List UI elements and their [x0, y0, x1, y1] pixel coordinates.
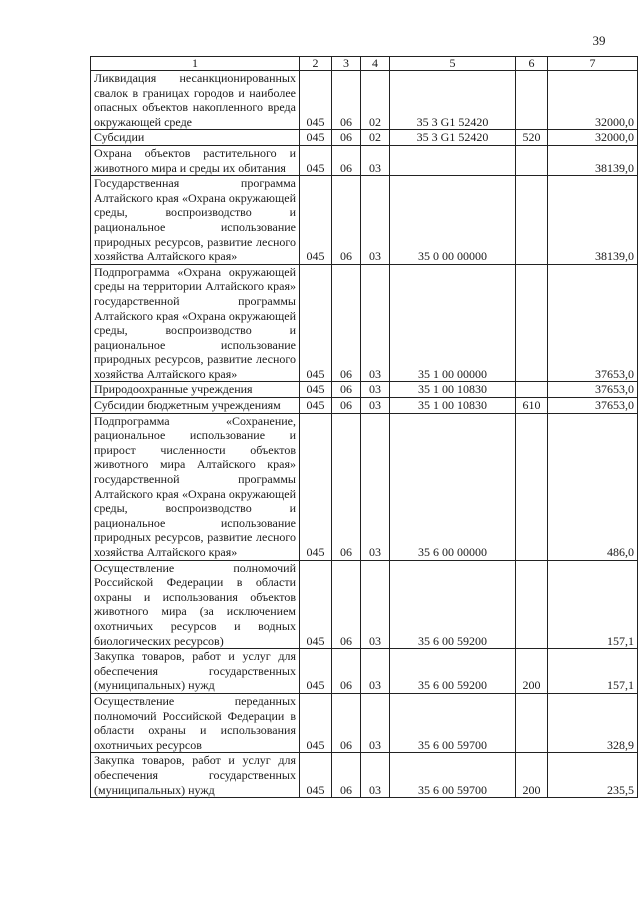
table-row	[91, 560, 638, 649]
target-article-cell: 35 1 00 10830	[390, 398, 516, 414]
row-name-cell: Ликвидация несанкционированных свалок в границах городов и наиболее опасных объектов накопленного вреда окружающей среде	[91, 71, 300, 130]
expense-type-cell	[516, 693, 548, 752]
target-article-cell: 35 6 00 59700	[390, 753, 516, 798]
expense-type-cell	[516, 413, 548, 560]
table-row	[91, 130, 638, 146]
section-cell: 06	[332, 560, 361, 649]
subsection-cell: 03	[361, 264, 390, 382]
page-number: 39	[592, 33, 606, 48]
expense-type-cell: 610	[516, 398, 548, 414]
column-header: 1	[91, 57, 300, 71]
section-cell: 06	[332, 398, 361, 414]
target-article-cell: 35 3 G1 52420	[390, 130, 516, 146]
row-name-cell: Природоохранные учреждения	[91, 382, 300, 398]
subsection-cell: 03	[361, 753, 390, 798]
table-row	[91, 398, 638, 414]
section-cell: 06	[332, 71, 361, 130]
admin-code-cell: 045	[300, 145, 332, 175]
admin-code-cell: 045	[300, 264, 332, 382]
expense-type-cell	[516, 176, 548, 265]
subsection-cell: 03	[361, 145, 390, 175]
section-cell: 06	[332, 145, 361, 175]
target-article-cell: 35 6 00 59700	[390, 693, 516, 752]
column-header: 4	[361, 57, 390, 71]
table-row	[91, 264, 638, 382]
amount-cell: 235,5	[548, 753, 638, 798]
column-header: 7	[548, 57, 638, 71]
table-row	[91, 145, 638, 175]
table-row	[91, 176, 638, 265]
subsection-cell: 02	[361, 130, 390, 146]
admin-code-cell: 045	[300, 693, 332, 752]
amount-cell: 486,0	[548, 413, 638, 560]
target-article-cell: 35 1 00 10830	[390, 382, 516, 398]
row-name-cell: Осуществление переданных полномочий Российской Федерации в области охраны и использования охотничьих ресурсов	[91, 693, 300, 752]
column-header: 5	[390, 57, 516, 71]
admin-code-cell: 045	[300, 382, 332, 398]
admin-code-cell: 045	[300, 753, 332, 798]
target-article-cell: 35 6 00 00000	[390, 413, 516, 560]
admin-code-cell: 045	[300, 130, 332, 146]
section-cell: 06	[332, 413, 361, 560]
amount-cell: 157,1	[548, 649, 638, 694]
subsection-cell: 03	[361, 560, 390, 649]
amount-cell: 37653,0	[548, 264, 638, 382]
amount-cell: 32000,0	[548, 130, 638, 146]
target-article-cell: 35 0 00 00000	[390, 176, 516, 265]
section-cell: 06	[332, 753, 361, 798]
subsection-cell: 03	[361, 649, 390, 694]
table-row	[91, 71, 638, 130]
amount-cell: 157,1	[548, 560, 638, 649]
subsection-cell: 02	[361, 71, 390, 130]
row-name-cell: Субсидии бюджетным учреждениям	[91, 398, 300, 414]
budget-table	[90, 56, 638, 798]
admin-code-cell: 045	[300, 649, 332, 694]
section-cell: 06	[332, 649, 361, 694]
amount-cell: 328,9	[548, 693, 638, 752]
subsection-cell: 03	[361, 398, 390, 414]
table-row	[91, 753, 638, 798]
amount-cell: 37653,0	[548, 398, 638, 414]
expense-type-cell	[516, 382, 548, 398]
subsection-cell: 03	[361, 176, 390, 265]
expense-type-cell	[516, 71, 548, 130]
subsection-cell: 03	[361, 693, 390, 752]
table-row	[91, 649, 638, 694]
admin-code-cell: 045	[300, 398, 332, 414]
target-article-cell: 35 6 00 59200	[390, 560, 516, 649]
row-name-cell: Осуществление полномочий Российской Федерации в области охраны и использования объектов животного мира (за исключением охотничьих ресурсов и водных биологических ресурсов)	[91, 560, 300, 649]
admin-code-cell: 045	[300, 71, 332, 130]
column-header: 3	[332, 57, 361, 71]
row-name-cell: Закупка товаров, работ и услуг для обеспечения государственных (муниципальных) нужд	[91, 753, 300, 798]
table-header-row	[91, 57, 638, 71]
section-cell: 06	[332, 176, 361, 265]
expense-type-cell	[516, 264, 548, 382]
subsection-cell: 03	[361, 413, 390, 560]
row-name-cell: Субсидии	[91, 130, 300, 146]
subsection-cell: 03	[361, 382, 390, 398]
section-cell: 06	[332, 382, 361, 398]
row-name-cell: Закупка товаров, работ и услуг для обеспечения государственных (муниципальных) нужд	[91, 649, 300, 694]
expense-type-cell: 200	[516, 649, 548, 694]
target-article-cell: 35 3 G1 52420	[390, 71, 516, 130]
expense-type-cell	[516, 145, 548, 175]
section-cell: 06	[332, 130, 361, 146]
row-name-cell: Подпрограмма «Охрана окружающей среды на территории Алтайского края» государственной программы Алтайского края «Охрана окружающей среды, воспроизводство и рациональное использование природных ресурсов, развитие лесного хозяйства Алтайского края»	[91, 264, 300, 382]
expense-type-cell: 200	[516, 753, 548, 798]
section-cell: 06	[332, 693, 361, 752]
column-header: 2	[300, 57, 332, 71]
amount-cell: 38139,0	[548, 176, 638, 265]
admin-code-cell: 045	[300, 560, 332, 649]
amount-cell: 38139,0	[548, 145, 638, 175]
section-cell: 06	[332, 264, 361, 382]
table-row	[91, 382, 638, 398]
table-row	[91, 413, 638, 560]
row-name-cell: Подпрограмма «Сохранение, рациональное использование и прирост численности объектов животного мира Алтайского края» государственной программы Алтайского края «Охрана окружающей среды, воспроизводство и рациональное использование природных ресурсов, развитие лесного хозяйства Алтайского края»	[91, 413, 300, 560]
expense-type-cell: 520	[516, 130, 548, 146]
amount-cell: 32000,0	[548, 71, 638, 130]
expense-type-cell	[516, 560, 548, 649]
column-header: 6	[516, 57, 548, 71]
admin-code-cell: 045	[300, 413, 332, 560]
admin-code-cell: 045	[300, 176, 332, 265]
table-row	[91, 693, 638, 752]
row-name-cell: Охрана объектов растительного и животного мира и среды их обитания	[91, 145, 300, 175]
target-article-cell: 35 1 00 00000	[390, 264, 516, 382]
target-article-cell: 35 6 00 59200	[390, 649, 516, 694]
row-name-cell: Государственная программа Алтайского края «Охрана окружающей среды, воспроизводство и рациональное использование природных ресурсов, развитие лесного хозяйства Алтайского края»	[91, 176, 300, 265]
target-article-cell	[390, 145, 516, 175]
amount-cell: 37653,0	[548, 382, 638, 398]
